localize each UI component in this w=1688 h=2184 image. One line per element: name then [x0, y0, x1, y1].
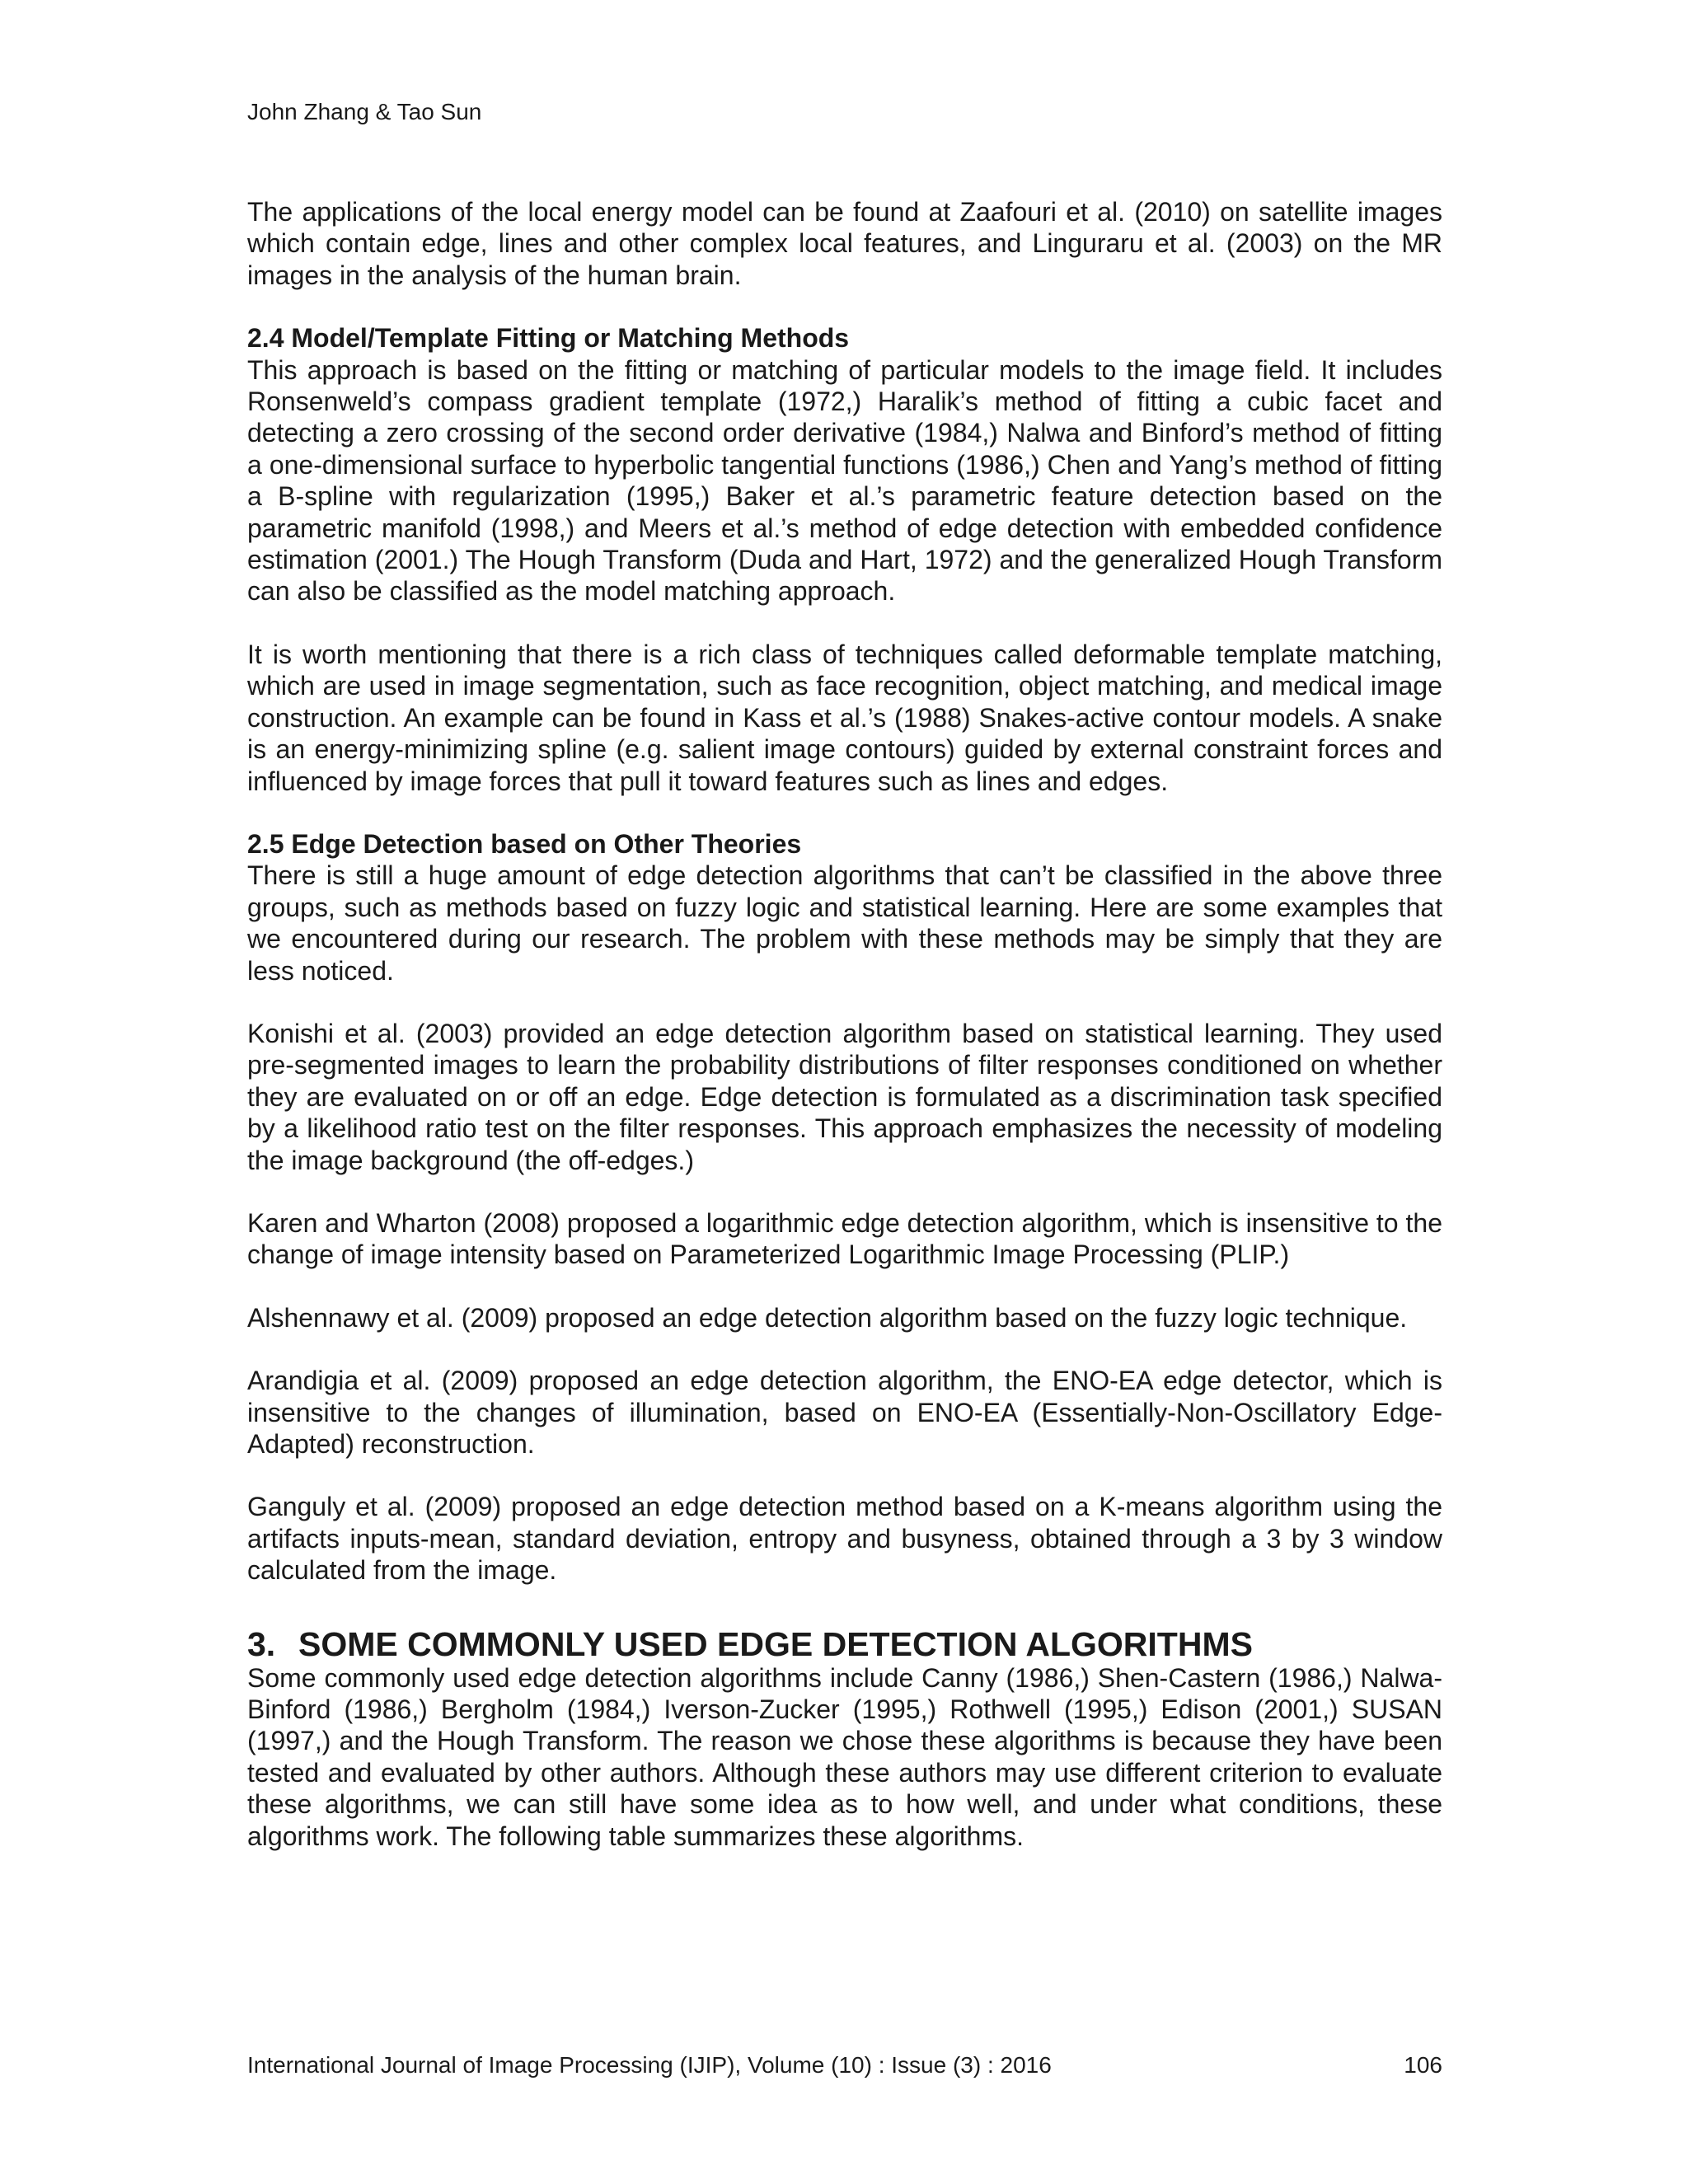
section-2-5-paragraph-6: Ganguly et al. (2009) proposed an edge detection method based on a K-means algorithm using the artifacts inputs-mean, standard deviation, entropy and busyness, obtained through a 3 by 3 window calculated from the image. [247, 1492, 1442, 1586]
section-2-4 [247, 322, 1442, 797]
section-2-4-paragraph-1: This approach is based on the fitting or matching of particular models to the image field. It includes Ronsenweld’s compass gradient template (1972,) Haralik’s method of fitting a cubic facet and detecting a zero crossing of the second order derivative (1984,) Nalwa and Binford’s method of fitting a one-dimensional surface to hyperbolic tangential functions (1986,) Chen and Yang’s method of fitting a B-spline with regularization (1995,) Baker et al.’s parametric feature detection based on the parametric manifold (1998,) and Meers et al.’s method of edge detection with embedded confidence estimation (2001.) The Hough Transform (Duda and Hart, 1972) and the generalized Hough Transform can also be classified as the model matching approach. [247, 354, 1442, 607]
section-2-5-paragraph-3: Karen and Wharton (2008) proposed a logarithmic edge detection algorithm, which is insensitive to the change of image intensity based on Parameterized Logarithmic Image Processing (PLIP.) [247, 1207, 1442, 1270]
section-2-5-paragraph-1: There is still a huge amount of edge detection algorithms that can’t be classified in the above three groups, such as methods based on fuzzy logic and statistical learning. Here are some examples that we encountered during our research. The problem with these methods may be simply that they are less noticed. [247, 860, 1442, 986]
page-body [247, 196, 1442, 1852]
intro-paragraph: The applications of the local energy model can be found at Zaafouri et al. (2010) on satellite images which contain edge, lines and other complex local features, and Linguraru et al. (2003) on the MR images in the analysis of the human brain. [247, 197, 1442, 290]
section-3-number: 3. [247, 1624, 276, 1663]
section-2-5-paragraph-4: Alshennawy et al. (2009) proposed an edge detection algorithm based on the fuzzy logic technique. [247, 1302, 1408, 1333]
section-2-4-heading: 2.4 Model/Template Fitting or Matching Methods [247, 323, 850, 354]
footer-page-number: 106 [1404, 2052, 1442, 2078]
running-head-authors: John Zhang & Tao Sun [247, 99, 482, 124]
section-3-title: SOME COMMONLY USED EDGE DETECTION ALGORITHMS [298, 1624, 1253, 1663]
section-2-5-paragraph-2: Konishi et al. (2003) provided an edge detection algorithm based on statistical learning. They used pre-segmented images to learn the probability distributions of filter responses conditioned on whether they are evaluated on or off an edge. Edge detection is formulated as a discrimination task specified by a likelihood ratio test on the filter responses. This approach emphasizes the necessity of modeling the image background (the off-edges.) [247, 1018, 1442, 1175]
section-3-heading [247, 1626, 1442, 1662]
section-3-paragraph: Some commonly used edge detection algorithms include Canny (1986,) Shen-Castern (1986,) Nalwa-Binford (1986,) Bergholm (1984,) Iverson-Zucker (1995,) Rothwell (1995,) Edison (2001,) SUSAN (1997,) and the Hough Transform. The reason we chose these algorithms is because they have been tested and evaluated by other authors. Although these authors may use different criterion to evaluate these algorithms, we can still have some idea as to how well, and under what conditions, these algorithms work. The following table summarizes these algorithms. [247, 1662, 1442, 1851]
section-2-4-paragraph-2: It is worth mentioning that there is a rich class of techniques called deformable template matching, which are used in image segmentation, such as face recognition, object matching, and medical image construction. An example can be found in Kass et al.’s (1988) Snakes-active contour models. A snake is an energy-minimizing spline (e.g. salient image contours) guided by external constraint forces and influenced by image forces that pull it toward features such as lines and edges. [247, 639, 1442, 796]
section-2-5 [247, 828, 1442, 1586]
footer-journal-citation: International Journal of Image Processing (IJIP), Volume (10) : Issue (3) : 2016 [247, 2052, 1052, 2078]
section-2-5-paragraph-5: Arandigia et al. (2009) proposed an edge detection algorithm, the ENO-EA edge detector, which is insensitive to the changes of illumination, based on ENO-EA (Essentially-Non-Oscillatory Edge-Adapted) reconstruction. [247, 1366, 1442, 1459]
page-footer [247, 2050, 1442, 2080]
section-2-5-heading: 2.5 Edge Detection based on Other Theories [247, 828, 802, 859]
